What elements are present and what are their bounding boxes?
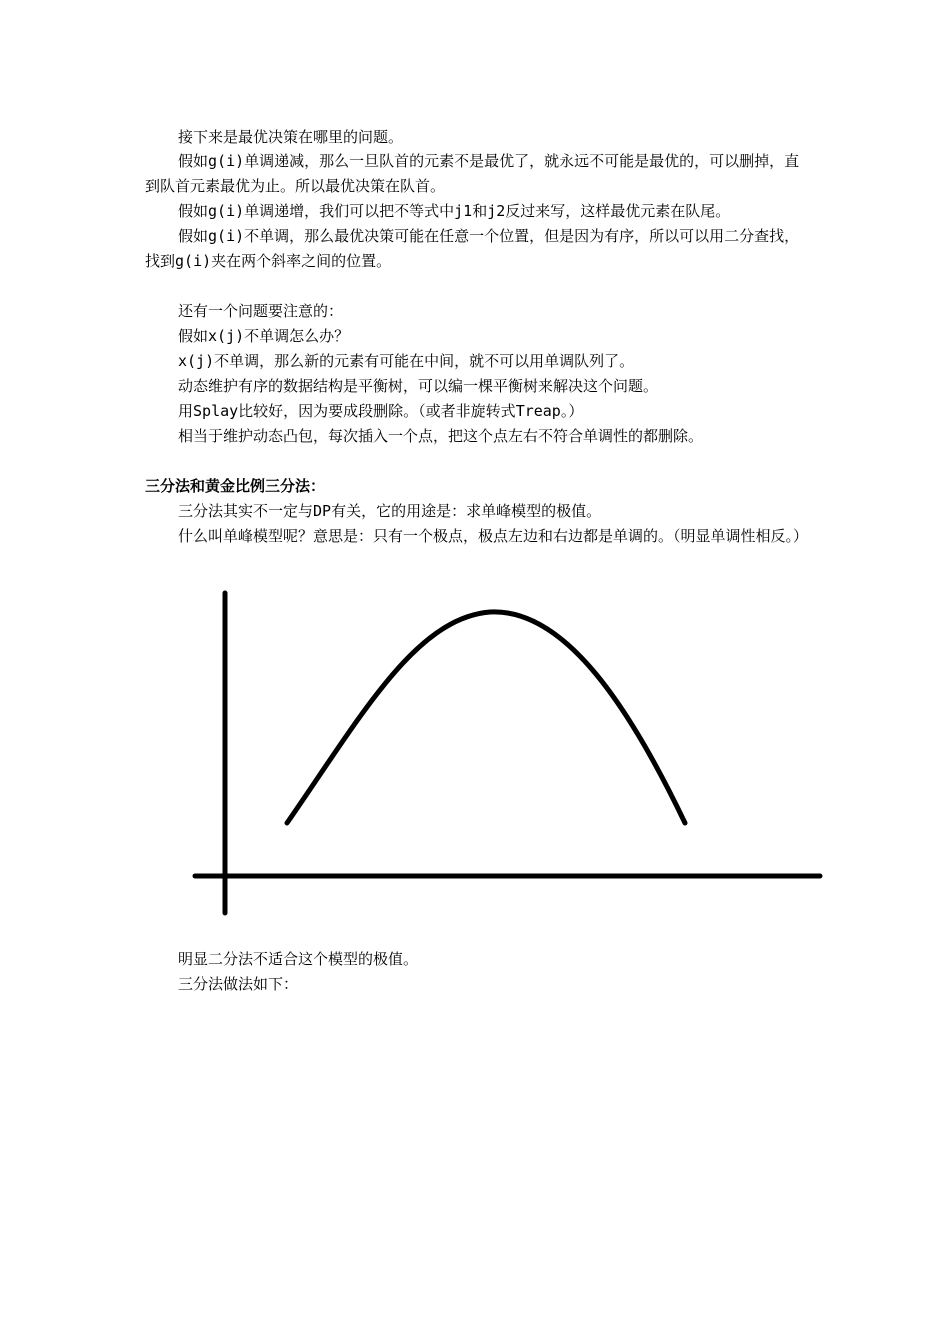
- paragraph-xj-answer: [145, 349, 810, 374]
- peak-curve: [287, 612, 685, 823]
- paragraph-convex-hull: 相当于维护动态凸包，每次插入一个点，把这个点左右不符合单调性的都删除。: [178, 427, 704, 445]
- unimodal-curve-icon: [190, 588, 830, 918]
- code-g-i: g(i): [208, 227, 245, 245]
- paragraph-ternary-purpose: [145, 499, 810, 524]
- code-g-i: g(i): [208, 152, 245, 170]
- paragraph-decreasing-case: [145, 149, 810, 199]
- text-run: 单调递增，我们可以把不等式中: [244, 202, 455, 220]
- text-run: 用: [178, 402, 194, 420]
- text-run: 有关，它的用途是：求单峰模型的极值。: [331, 502, 602, 520]
- code-j2: j2: [487, 202, 506, 220]
- paragraph-unimodal-definition: 什么叫单峰模型呢？意思是：只有一个极点，极点左边和右边都是单调的。（明显单调性相反。）: [178, 527, 809, 545]
- code-g-i: g(i): [175, 252, 212, 270]
- unimodal-curve-figure: [190, 588, 830, 918]
- text-run: 假如: [178, 202, 209, 220]
- paragraph-splay: [145, 399, 810, 424]
- text-run: 不单调怎么办？: [244, 327, 350, 345]
- paragraph-increasing-case: [145, 199, 810, 224]
- text-run: 不单调，那么新的元素有可能在中间，就不可以用单调队列了。: [214, 352, 635, 370]
- section-heading-ternary-search: 三分法和黄金比例三分法：: [145, 477, 326, 495]
- text-run: 不单调，那么最优决策可能在任意一个位置，但是因为有序，所以可以用二分查找，找到: [145, 227, 800, 270]
- text-run: 夹在两个斜率之间的位置。: [211, 252, 392, 270]
- text-run: 假如: [178, 152, 209, 170]
- paragraph-nonmonotone-case: [145, 224, 810, 274]
- paragraph-another-issue: 还有一个问题要注意的：: [178, 302, 344, 320]
- code-dp: DP: [313, 502, 332, 520]
- text-run: 和: [472, 202, 488, 220]
- text-run: 三分法其实不一定与: [178, 502, 314, 520]
- text-run: 单调递减，那么一旦队首的元素不是最优了，就永远不可能是最优的，可以删掉，直到队首元素最优为止。所以最优决策在队首。: [145, 152, 800, 195]
- text-run: 反过来写，这样最优元素在队尾。: [505, 202, 731, 220]
- code-j1: j1: [454, 202, 473, 220]
- text-run: 。）: [560, 402, 584, 420]
- code-x-j: x(j): [178, 352, 215, 370]
- text-run: 假如: [178, 327, 209, 345]
- code-splay: Splay: [193, 402, 239, 420]
- text-run: 比较好，因为要成段删除。（或者非旋转式: [238, 402, 516, 420]
- code-g-i: g(i): [208, 202, 245, 220]
- paragraph-balanced-tree: 动态维护有序的数据结构是平衡树，可以编一棵平衡树来解决这个问题。: [178, 377, 659, 395]
- paragraph-decision-location: 接下来是最优决策在哪里的问题。: [178, 128, 404, 146]
- text-run: 假如: [178, 227, 209, 245]
- code-x-j: x(j): [208, 327, 245, 345]
- paragraph-binary-unsuitable: 明显二分法不适合这个模型的极值。: [178, 950, 419, 968]
- code-treap: Treap: [515, 402, 561, 420]
- paragraph-xj-question: [145, 324, 810, 349]
- paragraph-ternary-method: 三分法做法如下：: [178, 975, 299, 993]
